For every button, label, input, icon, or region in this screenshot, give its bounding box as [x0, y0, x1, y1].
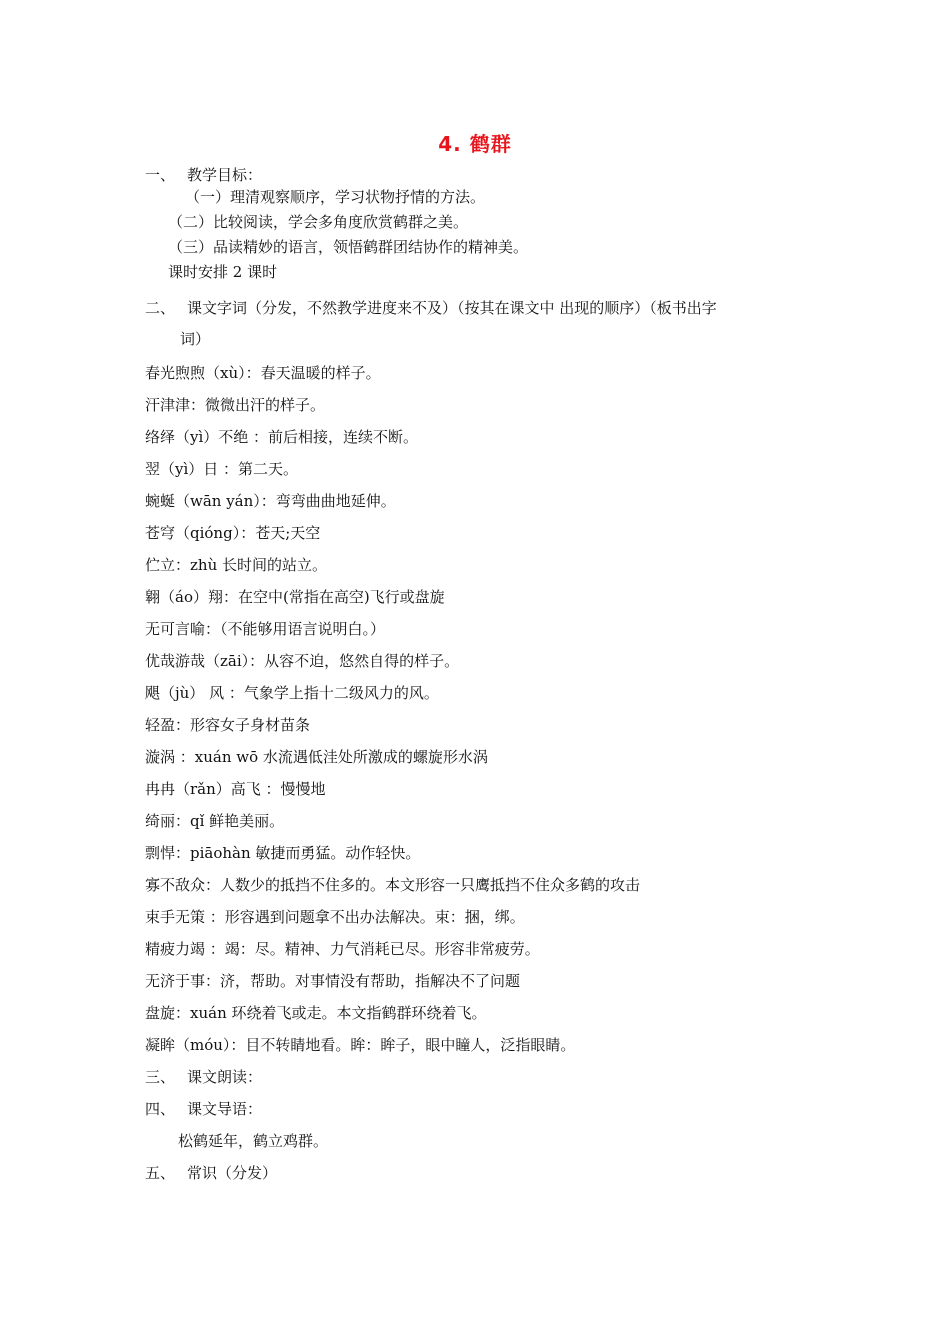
section-heading-intro [145, 1098, 262, 1120]
goal-item: （三）品读精妙的语言，领悟鹤群团结协作的精神美。 [168, 238, 529, 256]
vocab-entry: 苍穹（qióng）：苍天;天空 [145, 524, 321, 542]
vocab-entry: 春光煦煦（xù）：春天温暖的样子。 [145, 364, 381, 382]
schedule-note: 课时安排 2 课时 [168, 263, 278, 281]
intro-text: 松鹤延年，鹤立鸡群。 [178, 1132, 329, 1150]
section-number: 四、 [145, 1100, 176, 1118]
section-number: 五、 [145, 1164, 176, 1182]
goal-item: （二）比较阅读，学会多角度欣赏鹤群之美。 [168, 213, 469, 231]
page-title: 4. 鹤群 [438, 132, 512, 156]
vocab-entry: 汗津津：微微出汗的样子。 [145, 396, 326, 414]
vocab-entry: 络绎（yì）不绝 ：前后相接，连续不断。 [145, 428, 419, 446]
section-number: 三、 [145, 1068, 176, 1086]
section-label: 教学目标： [187, 166, 263, 184]
vocab-entry: 寡不敌众：人数少的抵挡不住多的。本文形容一只鹰抵挡不住众多鹤的攻击 [145, 876, 641, 894]
vocab-entry: 束手无策 ：形容遇到问题拿不出办法解决。束：捆，绑。 [145, 908, 525, 926]
section-label: 课文字词（分发，不然教学进度来不及）（按其在课文中 出现的顺序）（板书出字 [187, 299, 717, 317]
vocab-entry: 凝眸（móu）：目不转睛地看。眸：眸子，眼中瞳人，泛指眼睛。 [145, 1036, 576, 1054]
vocab-entry: 优哉游哉（zāi）：从容不迫，悠然自得的样子。 [145, 652, 460, 670]
section-label: 课文导语： [187, 1100, 263, 1118]
vocab-entry: 蜿蜒（wān yán）：弯弯曲曲地延伸。 [145, 492, 396, 510]
section-label-continued: 词） [180, 330, 211, 348]
vocab-entry: 轻盈：形容女子身材苗条 [145, 716, 311, 734]
section-number: 二、 [145, 299, 176, 317]
section-label: 常识（分发） [187, 1164, 278, 1182]
section-heading-reading [145, 1066, 262, 1088]
section-heading-vocabulary [145, 297, 717, 319]
section-number: 一、 [145, 166, 176, 184]
vocab-entry: 剽悍：piāohàn 敏捷而勇猛。动作轻快。 [145, 844, 421, 862]
vocab-entry: 无可言喻：（不能够用语言说明白。） [145, 620, 386, 638]
vocab-entry: 翱（áo）翔：在空中(常指在高空)飞行或盘旋 [145, 588, 445, 606]
vocab-entry: 无济于事：济，帮助。对事情没有帮助，指解决不了问题 [145, 972, 521, 990]
vocab-entry: 盘旋：xuán 环绕着飞或走。本文指鹤群环绕着飞。 [145, 1004, 487, 1022]
section-label: 课文朗读： [187, 1068, 263, 1086]
vocab-entry: 冉冉（rǎn）高飞 ：慢慢地 [145, 780, 326, 798]
vocab-entry: 精疲力竭 ：竭：尽。精神、力气消耗已尽。形容非常疲劳。 [145, 940, 540, 958]
section-heading-objectives [145, 164, 262, 186]
vocab-entry: 翌（yì）日 ：第二天。 [145, 460, 299, 478]
vocab-entry: 绮丽：qǐ 鲜艳美丽。 [145, 812, 285, 830]
goal-item: （一）理清观察顺序，学习状物抒情的方法。 [185, 188, 486, 206]
vocab-entry: 伫立：zhù 长时间的站立。 [145, 556, 327, 574]
vocab-entry: 飓（jù） 风 ：气象学上指十二级风力的风。 [145, 684, 439, 702]
section-heading-knowledge [145, 1162, 277, 1184]
vocab-entry: 漩涡 ：xuán wō 水流遇低洼处所激成的螺旋形水涡 [145, 748, 488, 766]
